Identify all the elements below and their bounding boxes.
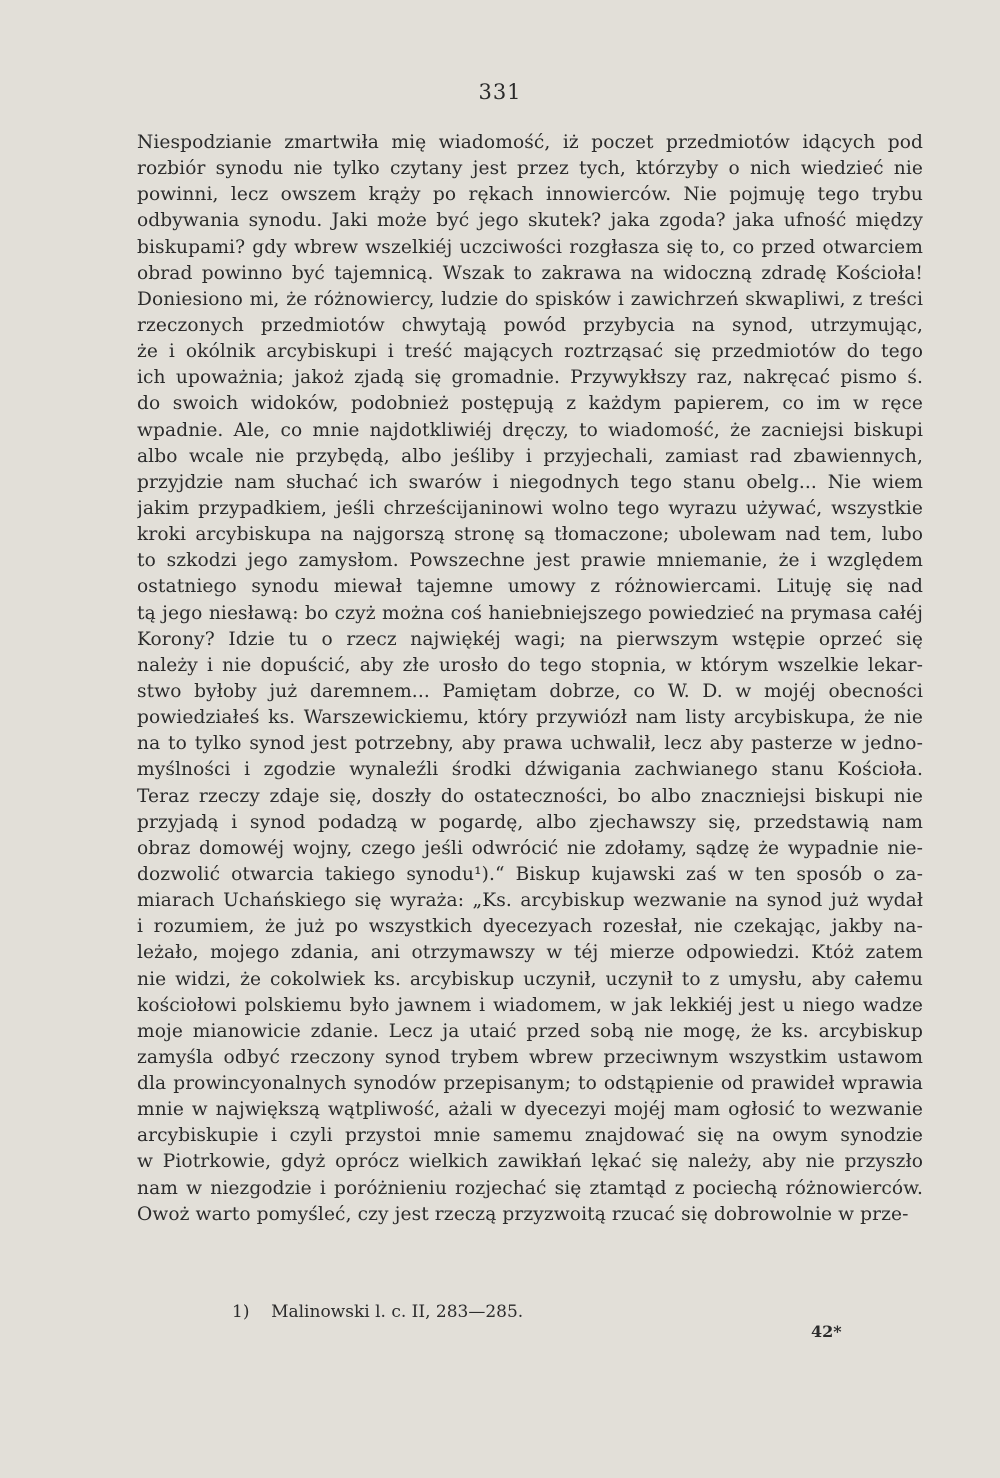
footnote-marker: 1) — [232, 1302, 250, 1322]
text-line: i rozumiem, że już po wszystkich dyecezyach rozesłał, nie czekając, jakby na- — [137, 916, 923, 938]
text-line: Teraz rzeczy zdaje się, doszły do ostateczności, bo albo znaczniejsi biskupi nie — [137, 785, 923, 807]
text-line: nie widzi, że cokolwiek ks. arcybiskup uczynił, uczynił to z umysłu, aby całemu — [137, 968, 923, 990]
text-line: stwo byłoby już daremnem... Pamiętam dobrze, co W. D. w mojéj obecności — [137, 680, 923, 702]
sheet-signature: 42* — [811, 1322, 842, 1341]
text-line: należy i nie dopuścić, aby złe urosło do tego stopnia, w którym wszelkie lekar- — [137, 654, 923, 676]
text-line: myślności i zgodzie wynaleźli środki dźwigania zachwianego stanu Kościoła. — [137, 759, 923, 781]
text-line: ostatniego synodu miewał tajemne umowy z różnowiercami. Lituję się nad — [137, 576, 923, 598]
text-line: powiedziałeś ks. Warszewickiemu, który przywiózł nam listy arcybiskupa, że nie — [137, 707, 923, 729]
text-line: Doniesiono mi, że różnowiercy, ludzie do spisków i zawichrzeń skwapliwi, z treści — [137, 288, 923, 310]
text-line: nam w niezgodzie i poróżnieniu rozjechać się ztamtąd z pociechą różnowierców. — [137, 1177, 923, 1199]
text-line: to szkodzi jego zamysłom. Powszechne jest prawie mniemanie, że i względem — [137, 550, 923, 572]
text-line: biskupami? gdy wbrew wszelkiéj uczciwości rozgłasza się to, co przed otwarciem — [137, 236, 923, 258]
text-line: kroki arcybiskupa na najgorszą stronę są tłomaczone; ubolewam nad tem, lubo — [137, 524, 923, 546]
text-line: arcybiskupie i czyli przystoi mnie samemu znajdować się na owym synodzie — [137, 1125, 923, 1147]
text-line: zamyśla odbyć rzeczony synod trybem wbrew przeciwnym wszystkim ustawom — [137, 1046, 923, 1068]
text-line: moje mianowicie zdanie. Lecz ja utaić przed sobą nie mogę, że ks. arcybiskup — [137, 1020, 923, 1042]
text-line: obrad powinno być tajemnicą. Wszak to zakrawa na widoczną zdradę Kościoła! — [137, 262, 923, 284]
text-line: w Piotrkowie, gdyż oprócz wielkich zawikłań lękać się należy, aby nie przyszło — [137, 1151, 923, 1173]
page-number: 331 — [478, 80, 522, 104]
footnote — [232, 1302, 523, 1322]
text-line: przyjadą i synod podadzą w pogardę, albo zjechawszy się, przedstawią nam — [137, 811, 923, 833]
text-line: Niespodzianie zmartwiła mię wiadomość, iż poczet przedmiotów idących pod — [137, 132, 923, 153]
text-line: rzeczonych przedmiotów chwytają powód przybycia na synod, utrzymując, — [137, 314, 923, 336]
text-line: dozwolić otwarcia takiego synodu¹).“ Biskup kujawski zaś w ten sposób o za- — [137, 863, 923, 885]
text-line: wpadnie. Ale, co mnie najdotkliwiéj dręczy, to wiadomość, że zacniejsi biskupi — [137, 419, 923, 441]
text-line: że i okólnik arcybiskupi i treść mających roztrząsać się przedmiotów do tego — [137, 341, 923, 363]
body-text — [137, 130, 923, 1228]
text-line: dla prowincyonalnych synodów przepisanym; to odstąpienie od prawideł wprawia — [137, 1073, 923, 1095]
text-line: tą jego niesławą: bo czyż można coś haniebniejszego powiedzieć na prymasa całéj — [137, 602, 923, 624]
text-line: odbywania synodu. Jaki może być jego skutek? jaka zgoda? jaka ufność między — [137, 210, 923, 232]
text-line: jakim przypadkiem, jeśli chrześcijaninowi wolno tego wyrazu używać, wszystkie — [137, 497, 923, 519]
text-line: miarach Uchańskiego się wyraża: „Ks. arcybiskup wezwanie na synod już wydał — [137, 890, 923, 912]
text-line: Korony? Idzie tu o rzecz najwiękéj wagi; na pierwszym wstępie oprzeć się — [137, 628, 923, 650]
footnote-text: Malinowski l. c. II, 283—285. — [271, 1302, 524, 1322]
text-line: rozbiór synodu nie tylko czytany jest przez tych, którzyby o nich wiedzieć nie — [137, 158, 923, 180]
text-line: leżało, mojego zdania, ani otrzymawszy w téj mierze odpowiedzi. Któż zatem — [137, 942, 923, 964]
text-line: na to tylko synod jest potrzebny, aby prawa uchwalił, lecz aby pasterze w jedno- — [137, 733, 923, 755]
text-line: ich upoważnia; jakoż zjadą się gromadnie. Przywykłszy raz, nakręcać pismo ś. — [137, 367, 923, 389]
text-line: mnie w największą wątpliwość, ażali w dyecezyi mojéj mam ogłosić to wezwanie — [137, 1099, 923, 1121]
text-line: albo wcale nie przybędą, albo jeśliby i przyjechali, zamiast rad zbawiennych, — [137, 445, 923, 467]
text-line: obraz domowéj wojny, czego jeśli odwrócić nie zdołamy, sądzę że wypadnie nie- — [137, 837, 923, 859]
text-line: powinni, lecz owszem krąży po rękach innowierców. Nie pojmuję tego trybu — [137, 184, 923, 206]
text-line: przyjdzie nam słuchać ich swarów i niegodnych tego stanu obelg... Nie wiem — [137, 471, 923, 493]
text-line: do swoich widoków, podobnież postępują z każdym papierem, co im w ręce — [137, 393, 923, 415]
text-line: Owoż warto pomyśleć, czy jest rzeczą przyzwoitą rzucać się dobrowolnie w prze- — [137, 1203, 909, 1225]
text-line: kościołowi polskiemu było jawnem i wiadomem, w jak lekkiéj jest u niego wadze — [137, 994, 923, 1016]
